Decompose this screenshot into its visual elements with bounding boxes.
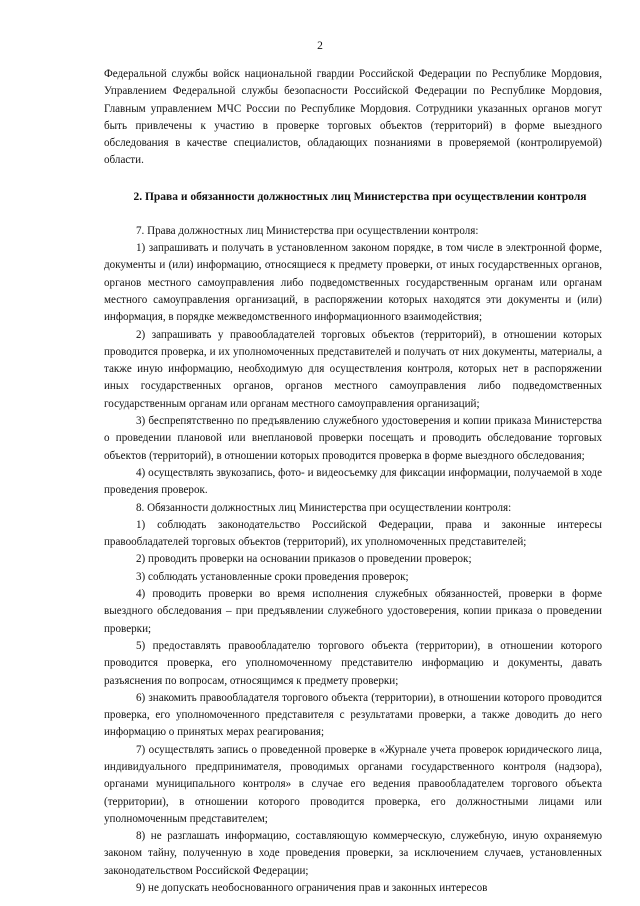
paragraph-8-6: 6) знакомить правообладателя торгового объекта (территории), в отношении которого проводится проверка, его уполномоченного представителя с результатами проверки, а также доводить до него информацию о принятых мерах реагирования; — [104, 691, 602, 739]
paragraph-7-4: 4) осуществлять звукозапись, фото- и видеосъемку для фиксации информации, получаемой в ходе проведения проверок. — [104, 466, 602, 497]
paragraph-8-3: 3) соблюдать установленные сроки проведения проверок; — [136, 570, 409, 583]
paragraph-8-1: 1) соблюдать законодательство Российской Федерации, права и законные интересы правообладателей торговых объектов (территорий), их уполномоченных представителей; — [104, 518, 602, 549]
paragraph-8-7: 7) осуществлять запись о проведенной проверке в «Журнале учета проверок юридического лица, индивидуального предпринимателя, проводимых органами государственного контроля (надзора), органами муниципального контроля» в случае его ведения правообладателем торгового объекта (территории), в отношении которого проводится проверка, его должностными лицами или уполномоченным представителем; — [104, 743, 602, 825]
section-heading: 2. Права и обязанности должностных лиц Министерства при осуществлении контроля — [133, 190, 587, 203]
intro-paragraph: Федеральной службы войск национальной гвардии Российской Федерации по Республике Мордовия, Управлением Федеральной службы безопасности Российской Федерации по Республике Мордовия, Главным управлением МЧС России по Республике Мордовия. Сотрудники указанных органов могут быть привлечены к участию в проверке торговых объектов (территорий) в форме выездного обследования в качестве специалистов, обладающих познаниями в проверяемой (контролируемой) области. — [104, 68, 602, 167]
document-body — [104, 66, 602, 897]
paragraph-7-1: 1) запрашивать и получать в установленном законом порядке, в том числе в электронной форме, документы и (или) информацию, относящиеся к предмету проверки, от иных государственных органов, органов местного самоуправления либо подведомственных государственным органам или органам местного самоуправления организаций, в распоряжении которых находятся эти документы и (или) информация, в порядке межведомственного информационного взаимодействия; — [104, 242, 602, 324]
paragraph-8-5: 5) предоставлять правообладателю торгового объекта (территории), в отношении которого проводится проверка, его уполномоченному представителю информацию и документы, давать разъяснения по вопросам, относящимся к предмету проверки; — [104, 639, 602, 687]
paragraph-8-2: 2) проводить проверки на основании приказов о проведении проверок; — [136, 553, 472, 566]
paragraph-8: 8. Обязанности должностных лиц Министерства при осуществлении контроля: — [136, 501, 512, 514]
paragraph-7-2: 2) запрашивать у правообладателей торговых объектов (территорий), в отношении которых проводится проверка, и их уполномоченных представителей и получать от них документы, материалы, а также иную информацию, необходимую для осуществления контроля, которых нет в распоряжении иных государственных органов, органов местного самоуправления либо подведомственных государственным органам или органам местного самоуправления организаций; — [104, 328, 602, 410]
paragraph-8-9: 9) не допускать необоснованного ограничения прав и законных интересов — [136, 882, 488, 895]
paragraph-8-4: 4) проводить проверки во время исполнения служебных обязанностей, проверки в форме выездного обследования – при предъявлении служебного удостоверения, копии приказа о проведении проверки; — [104, 588, 602, 635]
page-number: 2 — [317, 40, 323, 52]
paragraph-8-8: 8) не разглашать информацию, составляющую коммерческую, служебную, иную охраняемую законом тайну, полученную в ходе проведения проверки, за исключением случаев, установленных законодательством Российской Федерации; — [104, 830, 602, 877]
paragraph-7-3: 3) беспрепятственно по предъявлению служебного удостоверения и копии приказа Министерства о проведении плановой или внеплановой проверки посещать и проводить обследование торговых объектов (территорий), в отношении которых проводится проверка в форме выездного обследования; — [104, 415, 602, 462]
paragraph-7: 7. Права должностных лиц Министерства при осуществлении контроля: — [136, 224, 479, 237]
